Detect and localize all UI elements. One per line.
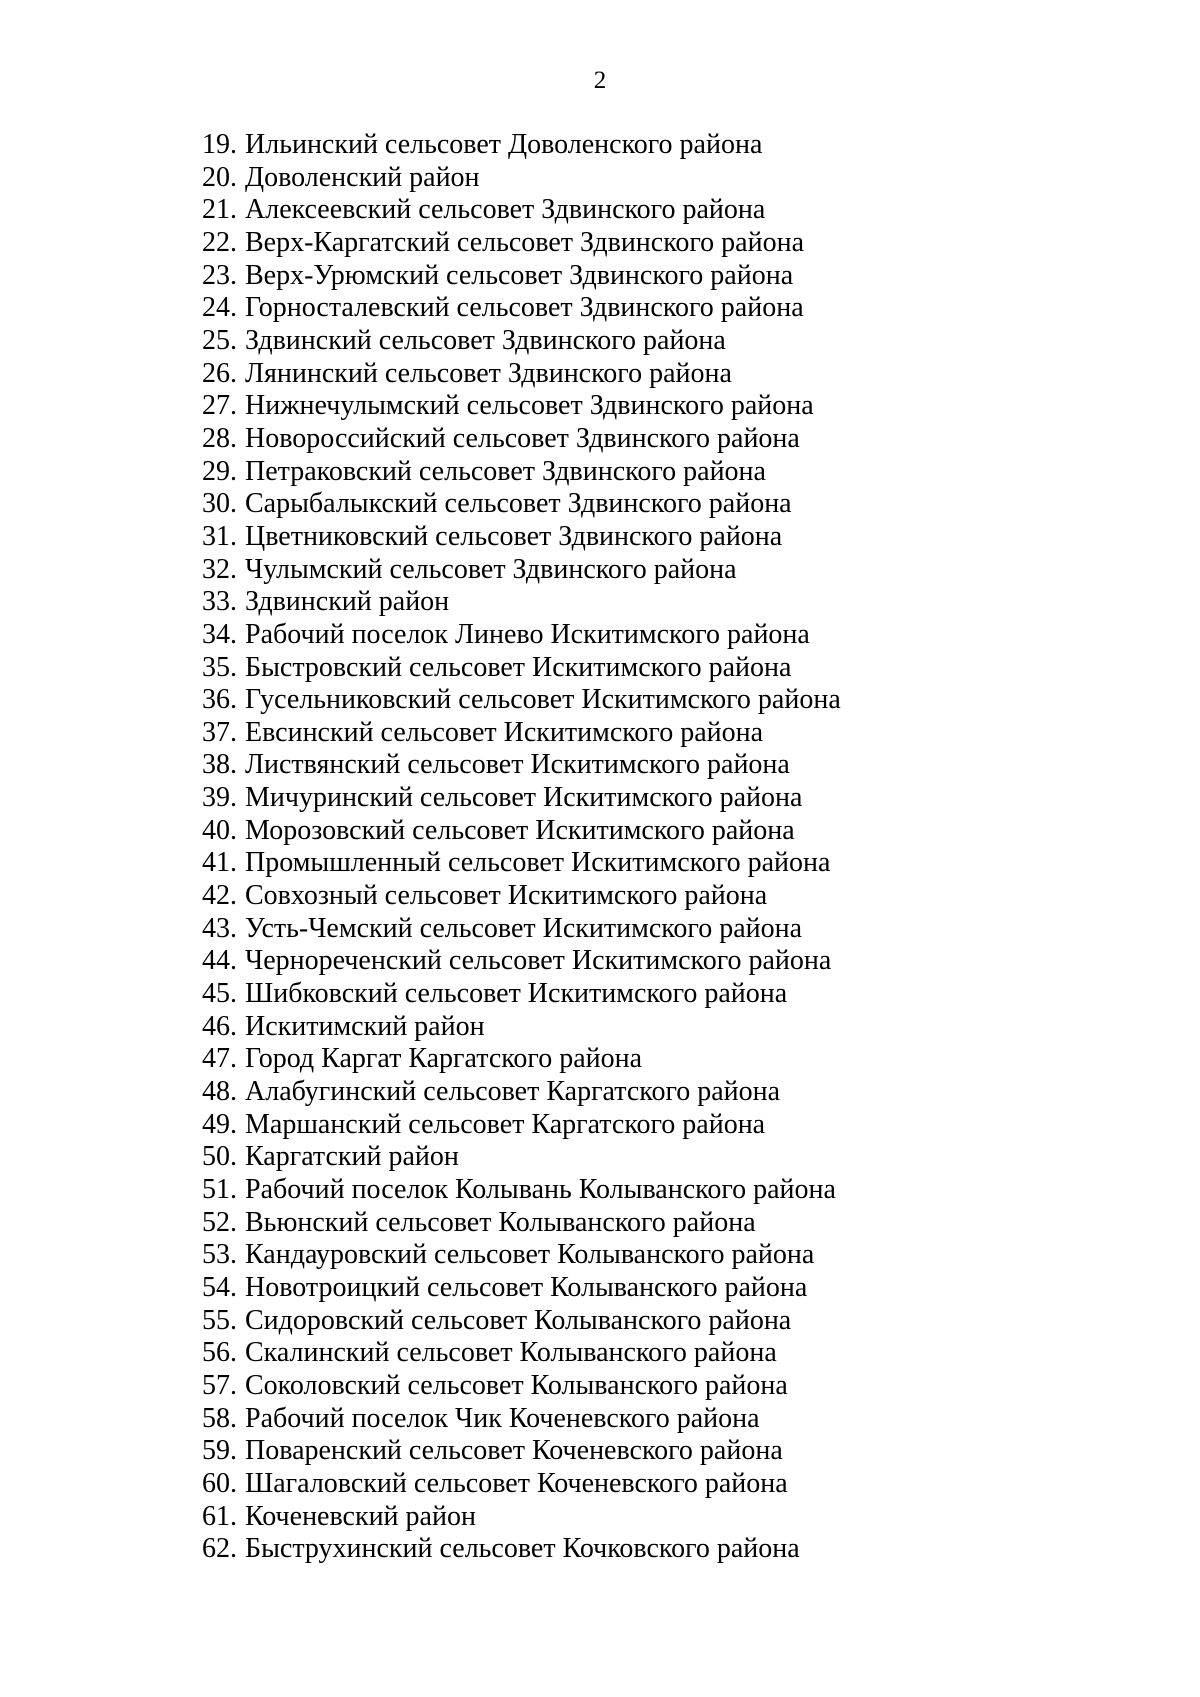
list-item [202,847,841,880]
list-item-text: Здвинский сельсовет Здвинского района [245,324,726,356]
list-item-number: 39. [202,782,237,814]
list-item-number: 23. [202,259,237,291]
list-item-number: 40. [202,814,237,846]
list-item-text: Горносталевский сельсовет Здвинского района [245,292,804,324]
list-item-text: Рабочий поселок Чик Коченевского района [245,1402,760,1434]
list-item-text: Лянинский сельсовет Здвинского района [245,357,732,389]
list-item-text: Поваренский сельсовет Коченевского района [245,1435,783,1467]
list-item [202,358,841,391]
list-item [202,815,841,848]
list-item-text: Новотроицкий сельсовет Колыванского района [245,1271,808,1303]
list-item-text: Шагаловский сельсовет Коченевского района [245,1467,788,1499]
list-item [202,913,841,946]
list-item [202,1370,841,1403]
list-item-text: Город Каргат Каргатского района [245,1043,643,1075]
list-item [202,945,841,978]
list-item-text: Усть-Чемский сельсовет Искитимского района [245,912,803,944]
list-item-text: Быструхинский сельсовет Кочковского района [245,1533,800,1565]
list-item-number: 41. [202,847,237,879]
list-item-number: 34. [202,618,237,650]
list-item-number: 51. [202,1174,237,1205]
list-item-number: 54. [202,1271,237,1303]
list-item-text: Шибковский сельсовет Искитимского района [245,978,788,1010]
list-item-number: 20. [202,161,237,193]
list-item [202,782,841,815]
list-item-text: Верх-Каргатский сельсовет Здвинского района [245,226,805,258]
list-item-text: Вьюнский сельсовет Колыванского района [245,1206,756,1238]
list-item [202,488,841,521]
list-item-text: Здвинский район [245,586,450,618]
list-item-number: 27. [202,390,237,422]
list-item-text: Маршанский сельсовет Каргатского района [245,1108,766,1140]
list-item-number: 36. [202,684,237,716]
list-item-number: 45. [202,978,237,1010]
list-item-text: Листвянский сельсовет Искитимского района [245,749,790,781]
page-number: 2 [593,67,607,94]
list-item-text: Чулымский сельсовет Здвинского района [245,553,737,585]
list-item [202,194,841,227]
list-item [202,1403,841,1436]
list-item-text: Евсинский сельсовет Искитимского района [245,716,764,748]
municipality-list [202,129,841,1566]
list-item [202,1076,841,1109]
list-item [202,1501,841,1534]
list-item-number: 46. [202,1010,237,1042]
list-item-text: Верх-Урюмский сельсовет Здвинского района [245,259,794,291]
list-item-number: 32. [202,553,237,585]
list-item-text: Мичуринский сельсовет Искитимского района [245,782,803,814]
list-item-number: 38. [202,749,237,781]
list-item-number: 49. [202,1108,237,1140]
list-item-number: 43. [202,912,237,944]
list-item [202,227,841,260]
list-item [202,1272,841,1305]
list-item-number: 53. [202,1239,237,1271]
list-item [202,1109,841,1142]
list-item [202,1207,841,1240]
list-item [202,521,841,554]
list-item [202,717,841,750]
list-item-text: Алабугинский сельсовет Каргатского района [245,1076,781,1108]
list-item [202,1239,841,1272]
list-item-text: Новороссийский сельсовет Здвинского района [245,422,800,454]
list-item [202,554,841,587]
list-item [202,652,841,685]
list-item-text: Быстровский сельсовет Искитимского района [245,651,792,683]
list-item-text: Коченевский район [245,1500,476,1532]
list-item-number: 61. [202,1500,237,1532]
list-item-number: 57. [202,1369,237,1401]
list-item-text: Морозовский сельсовет Искитимского района [245,814,795,846]
list-item-text: Алексеевский сельсовет Здвинского района [245,194,766,226]
list-item-number: 37. [202,716,237,748]
list-item-number: 44. [202,945,237,977]
list-item [202,1011,841,1044]
list-item-number: 50. [202,1141,237,1173]
list-item [202,978,841,1011]
list-item [202,129,841,162]
list-item-number: 26. [202,357,237,389]
list-item-text: Петраковский сельсовет Здвинского района [245,455,766,487]
list-item-number: 42. [202,880,237,912]
list-item-number: 35. [202,651,237,683]
list-item-text: Промышленный сельсовет Искитимского района [245,847,831,879]
list-item [202,423,841,456]
list-item [202,586,841,619]
list-item [202,1468,841,1501]
list-item-number: 60. [202,1467,237,1499]
list-item-number: 33. [202,586,237,618]
list-item [202,260,841,293]
list-item-text: Кандауровский сельсовет Колыванского района [245,1239,815,1271]
list-item-number: 19. [202,129,237,160]
list-item [202,1533,841,1566]
list-item-text: Скалинский сельсовет Колыванского района [245,1337,777,1369]
list-item [202,749,841,782]
list-item-number: 55. [202,1304,237,1336]
list-item [202,1141,841,1174]
list-item-number: 58. [202,1402,237,1434]
list-item-text: Каргатский район [245,1141,459,1173]
list-item-text: Искитимский район [245,1010,485,1042]
list-item-text: Ильинский сельсовет Доволенского района [245,129,763,160]
list-item-text: Рабочий поселок Линево Искитимского района [245,618,810,650]
list-item [202,1435,841,1468]
list-item [202,1337,841,1370]
list-item-number: 28. [202,422,237,454]
list-item [202,456,841,489]
list-item-number: 30. [202,488,237,520]
list-item [202,619,841,652]
list-item-text: Нижнечулымский сельсовет Здвинского района [245,390,814,422]
list-item [202,162,841,195]
list-item-number: 31. [202,520,237,552]
list-item-number: 22. [202,226,237,258]
list-item [202,325,841,358]
list-item-number: 47. [202,1043,237,1075]
list-item-number: 25. [202,324,237,356]
list-item [202,1174,841,1207]
list-item-number: 48. [202,1076,237,1108]
list-item-text: Сидоровский сельсовет Колыванского района [245,1304,792,1336]
list-item [202,684,841,717]
list-item-text: Соколовский сельсовет Колыванского района [245,1369,788,1401]
list-item [202,880,841,913]
list-item-text: Сарыбалыкский сельсовет Здвинского района [245,488,792,520]
list-item-number: 24. [202,292,237,324]
list-item-text: Чернореченский сельсовет Искитимского района [245,945,832,977]
list-item-number: 59. [202,1435,237,1467]
list-item-number: 29. [202,455,237,487]
list-item [202,292,841,325]
list-item-text: Рабочий поселок Колывань Колыванского района [245,1174,836,1205]
list-item-text: Цветниковский сельсовет Здвинского района [245,520,783,552]
list-item [202,1305,841,1338]
list-item-text: Совхозный сельсовет Искитимского района [245,880,768,912]
list-item [202,390,841,423]
list-item-number: 62. [202,1533,237,1565]
list-item-text: Доволенский район [245,161,480,193]
list-item-text: Гусельниковский сельсовет Искитимского района [245,684,841,716]
list-item-number: 52. [202,1206,237,1238]
list-item-number: 56. [202,1337,237,1369]
list-item-number: 21. [202,194,237,226]
list-item [202,1043,841,1076]
